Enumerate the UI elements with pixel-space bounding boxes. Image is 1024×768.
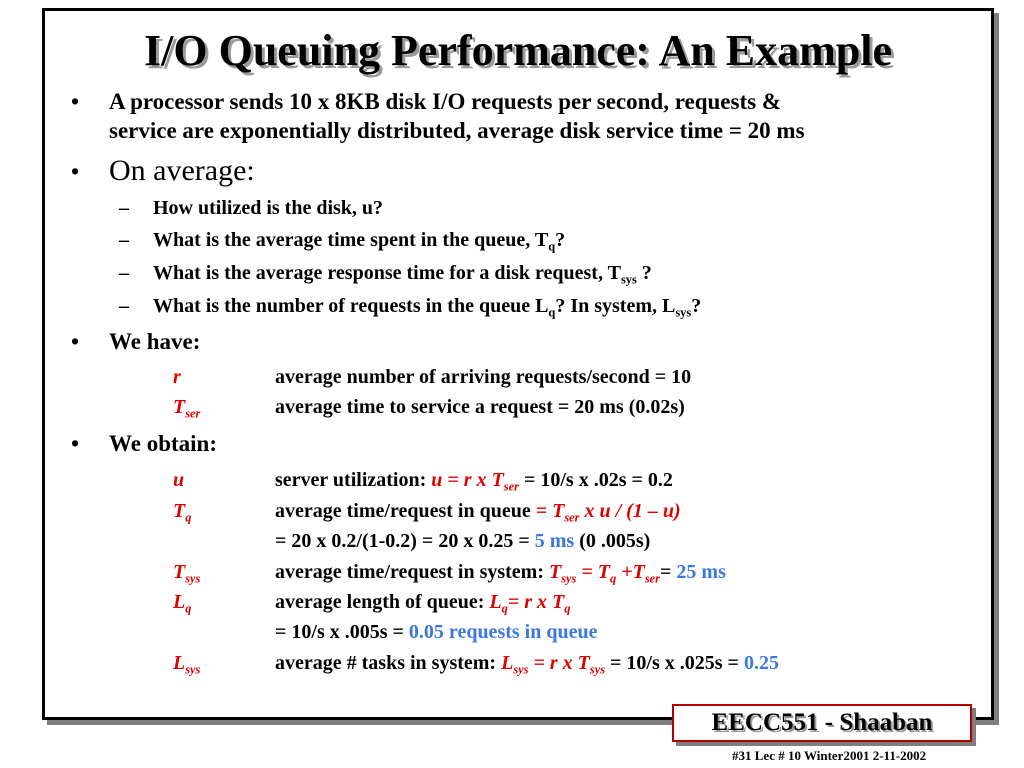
symbol-tq: $T_q$ <box>173 500 192 525</box>
symbol-u: u <box>173 469 185 491</box>
slide-frame <box>42 8 994 720</box>
desc-lsys: average # tasks in system: $L_{sys} = r$ x $T_{sys} = 10/s$ x .025s = 0.25 <box>275 652 779 677</box>
symbol-tsys: $T_{sys}$ <box>173 561 201 586</box>
desc-tsys: average time/request in system: $T_{sys} = T_q +T_{ser}= 25$ ms <box>275 561 726 586</box>
bullet-3-we-have: We have: <box>109 329 201 354</box>
symbol-tser: $T_{ser}$ <box>173 396 201 421</box>
bullet-1-line-2: service are exponentially distributed, average disk service time = 20 ms <box>109 118 805 143</box>
desc-tq-calc: = 20 x 0.2/(1-0.2) = 20 x 0.25 = 5 ms (0 .005s) <box>275 530 651 552</box>
symbol-r: r <box>173 366 181 388</box>
bullet-1-line-1: A processor sends 10 x 8KB disk I/O requests per second, requests & <box>109 89 781 114</box>
course-footer-box: EECC551 - Shaaban <box>672 704 972 742</box>
bullet-dot: • <box>71 89 80 114</box>
sub-bullet-utilization: How utilized is the disk, u? <box>153 197 384 219</box>
desc-lq-calc: = 10/s x .005s = 0.05 requests in queue <box>275 621 598 643</box>
symbol-lq: $L_q$ <box>173 591 192 616</box>
sub-dash: – <box>119 262 129 284</box>
desc-u: server utilization: u = r x $T_{ser} = 10/s$ x .02s = 0.2 <box>275 469 673 494</box>
desc-r: average number of arriving requests/second = 10 <box>275 366 692 388</box>
symbol-lsys: $L_{sys}$ <box>173 652 201 677</box>
slide-footnote: #31 Lec # 10 Winter2001 2-11-2002 <box>732 748 927 763</box>
desc-lq: average length of queue: $L_q= r$ x $T_q$ <box>275 591 571 616</box>
desc-tq: average time/request in queue = $T_{ser}$ x u / (1 – u) <box>275 500 681 525</box>
bullet-dot: • <box>71 431 80 456</box>
bullet-dot: • <box>71 329 80 354</box>
sub-dash: – <box>119 295 129 317</box>
desc-tser: average time to service a request = 20 ms (0.02s) <box>275 396 685 418</box>
bullet-dot: • <box>71 159 80 184</box>
bullet-4-we-obtain: We obtain: <box>109 431 217 456</box>
bullet-2-on-average: On average: <box>109 154 255 187</box>
sub-bullet-queue-length: What is the number of requests in the queue $L_q$? In system, $L_{sys}$? <box>153 295 702 320</box>
sub-bullet-response-time: What is the average response time for a disk request, $T_{sys}$ ? <box>153 262 652 287</box>
sub-dash: – <box>119 229 129 251</box>
slide-title: I/O Queuing Performance: An Example <box>144 26 892 75</box>
sub-bullet-queue-time: What is the average time spent in the queue, $T_q$? <box>153 229 566 254</box>
sub-dash: – <box>119 197 129 219</box>
